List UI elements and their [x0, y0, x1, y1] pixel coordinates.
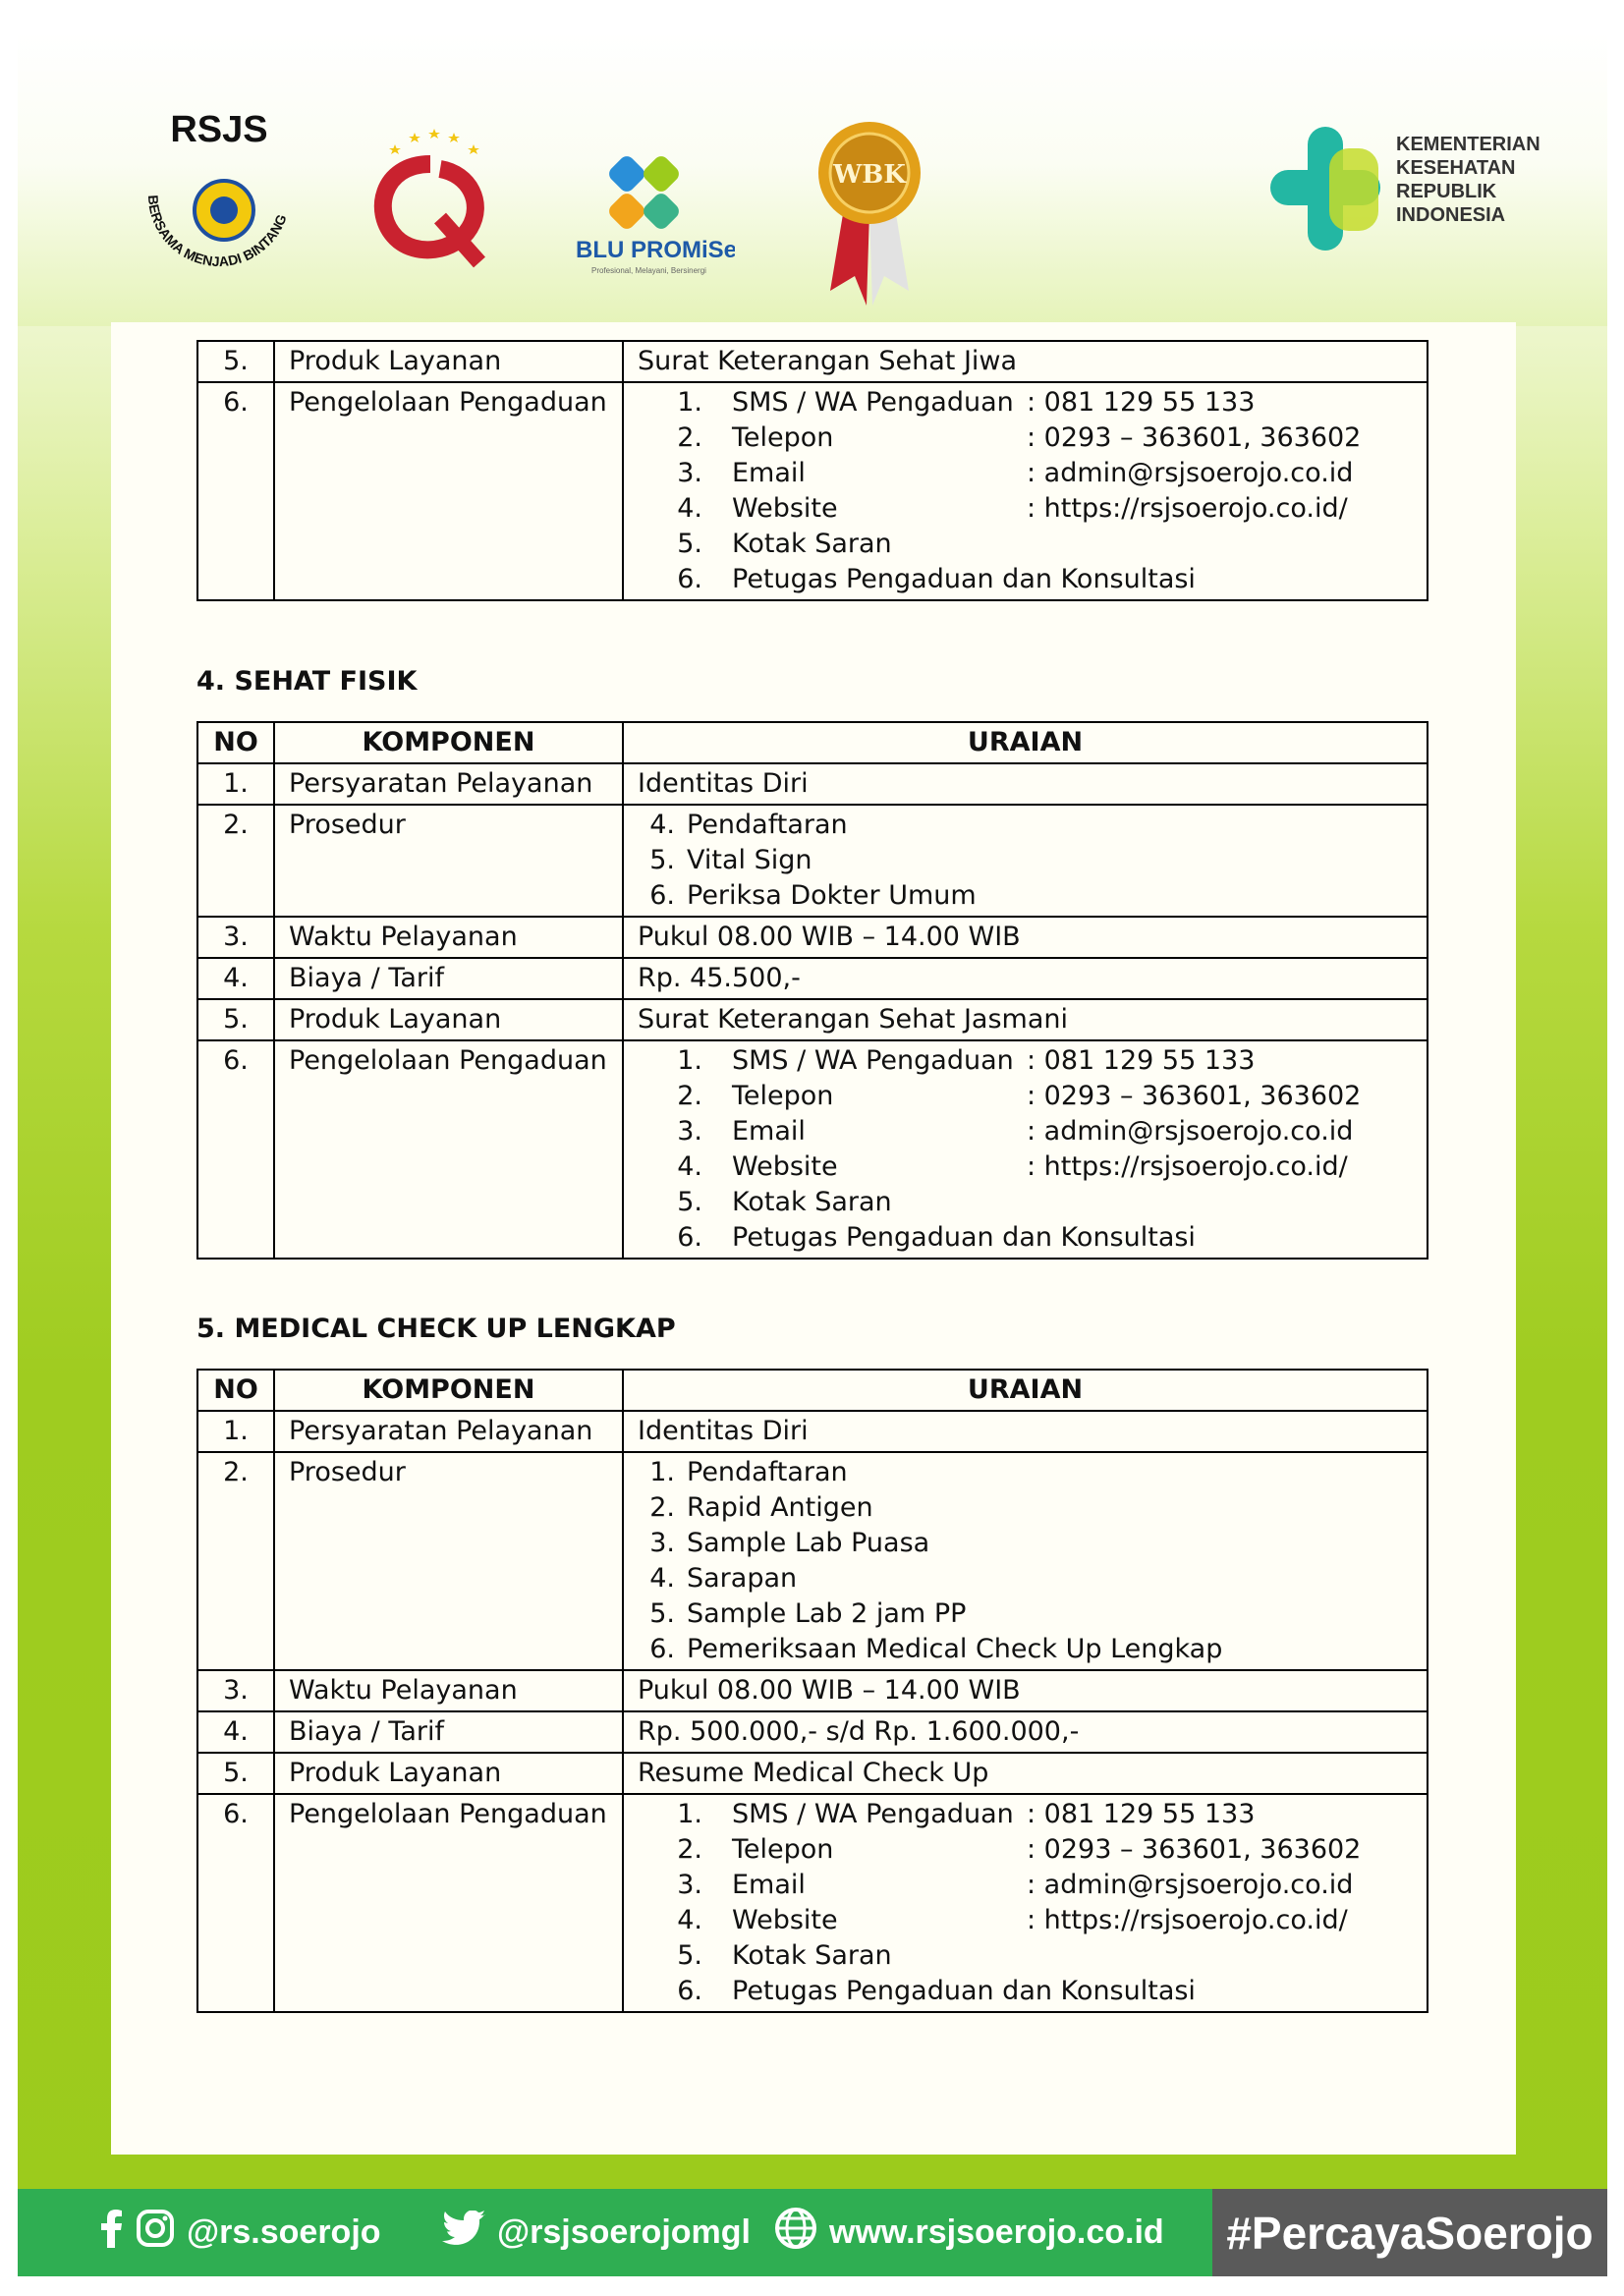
twitter-icon — [442, 2211, 485, 2255]
complaint-item: 2. Telepon : 0293 – 363601, 363602 — [677, 422, 1362, 453]
rsjs-logo — [121, 102, 317, 308]
complaint-item: 6. Petugas Pengaduan dan Konsultasi — [677, 1222, 1196, 1253]
complaint-item: 6. Petugas Pengaduan dan Konsultasi — [677, 564, 1196, 594]
kemenkes-line-4: INDONESIA — [1396, 204, 1506, 226]
table-row: 1. Persyaratan Pelayanan Identitas Diri — [197, 1411, 1428, 1452]
table-row: 4. Biaya / Tarif Rp. 500.000,- s/d Rp. 1.600.000,- — [197, 1711, 1428, 1753]
procedure-list: 1. Pendaftaran 2. Rapid Antigen 3. Sample Lab Puasa 4. Sarapan 5. Sample Lab 2 jam PP 6. Pemeriksaan Medical Check Up Lengkap — [623, 1452, 1428, 1670]
complaint-item: 4. Website : https://rsjsoerojo.co.id/ — [677, 1905, 1348, 1935]
section5-table — [196, 1369, 1428, 2013]
complaint-item: 1. SMS / WA Pengaduan : 081 129 55 133 — [677, 1045, 1256, 1076]
facebook-icon — [98, 2209, 124, 2257]
section5-title: 5. MEDICAL CHECK UP LENGKAP — [196, 1314, 676, 1344]
instagram-icon — [136, 2209, 175, 2257]
complaint-item: 2. Telepon : 0293 – 363601, 363602 — [677, 1081, 1362, 1111]
complaint-item: 5. Kotak Saran — [677, 1187, 892, 1217]
globe-icon — [774, 2207, 817, 2259]
complaint-item: 1. SMS / WA Pengaduan : 081 129 55 133 — [677, 1799, 1256, 1829]
complaint-item: 3. Email : admin@rsjsoerojo.co.id — [677, 1870, 1354, 1900]
kemenkes-line-3: REPUBLIK — [1396, 181, 1497, 202]
svg-text:BERSAMA MENJADI BINTANG: BERSAMA MENJADI BINTANG — [144, 195, 290, 270]
table-row: 1. Persyaratan Pelayanan Identitas Diri — [197, 763, 1428, 805]
footer-website[interactable]: www.rsjsoerojo.co.id — [774, 2189, 1164, 2276]
table-row: 4. Biaya / Tarif Rp. 45.500,- — [197, 958, 1428, 999]
hashtag-badge: #PercayaSoerojo — [1212, 2189, 1607, 2276]
complaint-list — [623, 1040, 1428, 1259]
wbk-medal-text: WBK — [833, 160, 906, 190]
table-header-row: NO KOMPONEN URAIAN — [197, 1370, 1428, 1411]
wbk-medal-logo — [815, 114, 924, 310]
section4-table — [196, 721, 1428, 1260]
blu-promise-subtitle: Profesional, Melayani, Bersinergi — [591, 266, 706, 275]
table-row: 2. Prosedur 4. Pendaftaran 5. Vital Sign 6. Periksa Dokter Umum — [197, 805, 1428, 917]
complaint-item: 3. Email : admin@rsjsoerojo.co.id — [677, 1116, 1354, 1147]
footer-bar — [18, 2189, 1607, 2276]
complaint-list — [623, 382, 1428, 600]
complaint-item: 4. Website : https://rsjsoerojo.co.id/ — [677, 1151, 1348, 1182]
quality-star-logo — [362, 125, 499, 272]
header-banner — [18, 31, 1607, 326]
complaint-list — [623, 1794, 1428, 2012]
table-header-row: NO KOMPONEN URAIAN — [197, 722, 1428, 763]
table-row: 2. Prosedur 1. Pendaftaran 2. Rapid Antigen 3. Sample Lab Puasa 4. Sarapan 5. Sample Lab 2 jam PP 6. Pemeriksaan Medical Check Up Lengkap — [197, 1452, 1428, 1670]
complaint-item: 5. Kotak Saran — [677, 529, 892, 559]
complaint-item: 5. Kotak Saran — [677, 1940, 892, 1971]
rsjs-logo-text: RSJS — [170, 109, 268, 150]
complaint-item: 2. Telepon : 0293 – 363601, 363602 — [677, 1834, 1362, 1865]
table-row: 6. Pengelolaan Pengaduan 1. SMS / WA Pengaduan : 081 129 55 133 2. Telepon : 0293 – 363601, 363602 3. Email : admin@rsjsoerojo.co.id 4. Website : https://rsjsoerojo.co.id/ 5. Kotak Saran 6. Petugas Pengaduan dan Konsultasi — [197, 1040, 1428, 1259]
kemenkes-line-1: KEMENTERIAN — [1396, 134, 1540, 155]
table-row: 6. Pengelolaan Pengaduan 1. SMS / WA Pengaduan : 081 129 55 133 2. Telepon : 0293 – 363601, 363602 3. Email : admin@rsjsoerojo.co.id 4. Website : https://rsjsoerojo.co.id/ 5. Kotak Saran 6. Petugas Pengaduan dan Konsultasi — [197, 382, 1428, 600]
complaint-item: 4. Website : https://rsjsoerojo.co.id/ — [677, 493, 1348, 524]
blu-promise-title: BLU PROMiSe — [576, 237, 735, 263]
complaint-item: 6. Petugas Pengaduan dan Konsultasi — [677, 1976, 1196, 2006]
kemenkes-line-2: KESEHATAN — [1396, 157, 1516, 179]
table-row: 5. Produk Layanan Resume Medical Check Up — [197, 1753, 1428, 1794]
table-row: 3. Waktu Pelayanan Pukul 08.00 WIB – 14.00 WIB — [197, 917, 1428, 958]
footer-twitter[interactable]: @rsjsoerojomgl — [442, 2189, 751, 2276]
section3-table — [196, 340, 1428, 601]
table-row: 3. Waktu Pelayanan Pukul 08.00 WIB – 14.00 WIB — [197, 1670, 1428, 1711]
procedure-list: 4. Pendaftaran 5. Vital Sign 6. Periksa Dokter Umum — [623, 805, 1428, 917]
footer-instagram[interactable]: @rs.soerojo — [98, 2189, 381, 2276]
complaint-item: 3. Email : admin@rsjsoerojo.co.id — [677, 458, 1354, 488]
table-row: 6. Pengelolaan Pengaduan 1. SMS / WA Pengaduan : 081 129 55 133 2. Telepon : 0293 – 363601, 363602 3. Email : admin@rsjsoerojo.co.id 4. Website : https://rsjsoerojo.co.id/ 5. Kotak Saran 6. Petugas Pengaduan dan Konsultasi — [197, 1794, 1428, 2012]
complaint-item: 1. SMS / WA Pengaduan : 081 129 55 133 — [677, 387, 1256, 418]
section4-title: 4. SEHAT FISIK — [196, 666, 418, 697]
blu-promise-logo — [568, 147, 735, 280]
table-row: 5. Produk Layanan Surat Keterangan Sehat Jasmani — [197, 999, 1428, 1040]
kemenkes-logo — [1270, 125, 1585, 252]
table-row: 5. Produk Layanan Surat Keterangan Sehat Jiwa — [197, 341, 1428, 382]
